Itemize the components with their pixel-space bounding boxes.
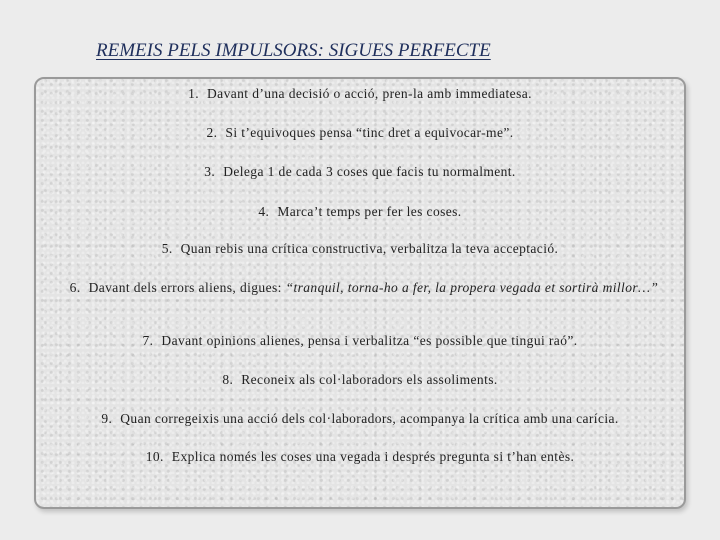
item-number: 3. <box>204 164 216 179</box>
list-item <box>36 450 684 464</box>
item-text: Marca’t temps per fer les coses. <box>277 204 462 219</box>
item-text: Davant dels errors aliens, digues: <box>88 280 286 295</box>
item-number: 9. <box>101 411 113 426</box>
list-item <box>36 334 684 348</box>
item-text: Reconeix als col·laboradors els assoliments. <box>241 372 498 387</box>
list-item <box>36 87 684 101</box>
item-text: Si t’equivoques pensa “tinc dret a equivocar-me”. <box>225 125 514 140</box>
list-item <box>36 373 684 387</box>
list-item <box>52 281 676 295</box>
item-number: 8. <box>222 372 234 387</box>
item-text: Quan rebis una crítica constructiva, verbalitza la teva acceptació. <box>180 241 559 256</box>
item-number: 6. <box>69 280 81 295</box>
item-quote: “tranquil, torna-ho a fer, la propera vegada et sortirà millor…” <box>285 280 659 295</box>
item-number: 1. <box>188 86 200 101</box>
item-text: Delega 1 de cada 3 coses que facis tu normalment. <box>223 164 516 179</box>
slide-title: REMEIS PELS IMPULSORS: SIGUES PERFECTE <box>96 40 491 61</box>
item-number: 2. <box>206 125 218 140</box>
list-item <box>36 165 684 179</box>
list-item <box>36 412 684 426</box>
list-item <box>36 205 684 219</box>
item-text: Quan corregeixis una acció dels col·laboradors, acompanya la crítica amb una carícia. <box>120 411 619 426</box>
list-item <box>36 242 684 256</box>
list-item <box>36 126 684 140</box>
item-number: 4. <box>258 204 270 219</box>
remedies-panel <box>34 77 686 509</box>
item-text: Davant d’una decisió o acció, pren-la amb immediatesa. <box>207 86 532 101</box>
item-number: 7. <box>142 333 154 348</box>
item-text: Explica només les coses una vegada i després pregunta si t’han entès. <box>171 449 575 464</box>
item-number: 10. <box>145 449 164 464</box>
item-number: 5. <box>161 241 173 256</box>
item-text: Davant opinions alienes, pensa i verbalitza “es possible que tingui raó”. <box>161 333 578 348</box>
